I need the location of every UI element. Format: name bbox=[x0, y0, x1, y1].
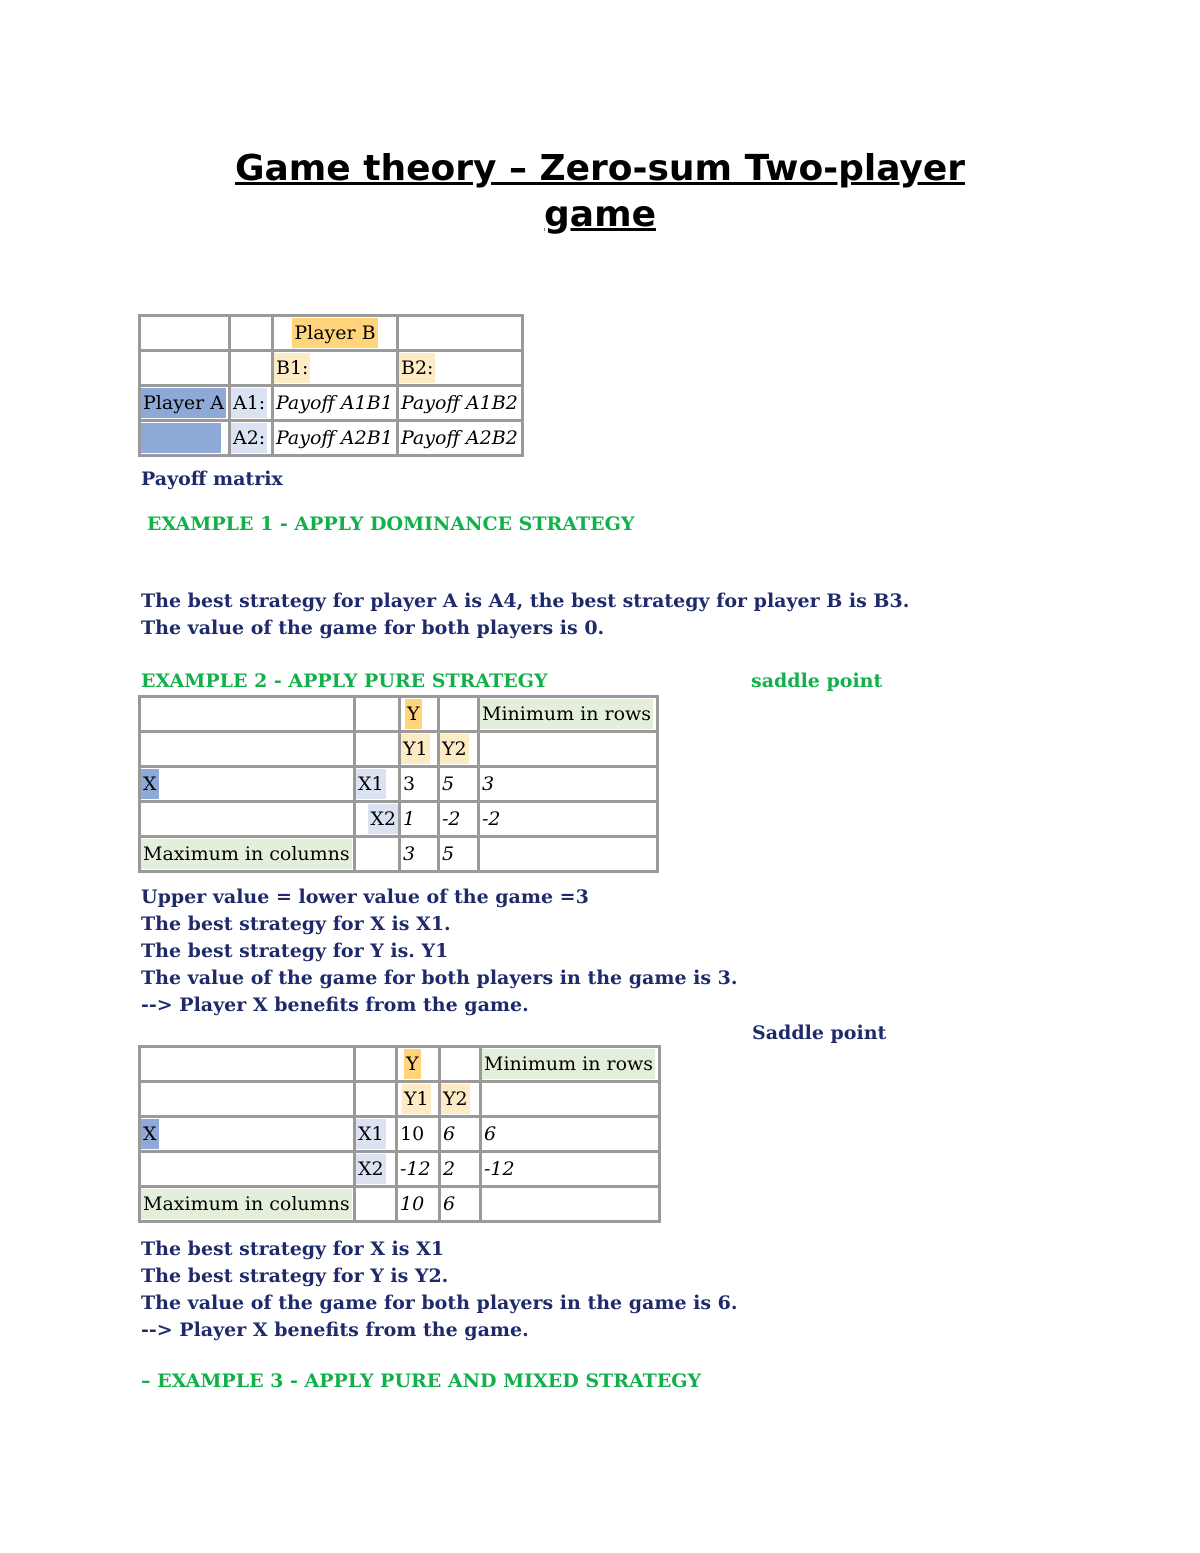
y1-header: Y1 bbox=[397, 1082, 440, 1117]
min-rows-header: Minimum in rows bbox=[479, 697, 658, 732]
cell-empty bbox=[355, 837, 400, 872]
example-2-explanation-1 bbox=[141, 884, 738, 1019]
title-line-2: game bbox=[544, 194, 656, 235]
x2-y2-cell: -2 bbox=[439, 802, 479, 837]
cell-empty bbox=[479, 837, 658, 872]
y-header: Y bbox=[400, 697, 439, 732]
cell-empty bbox=[439, 697, 479, 732]
example-1-heading: EXAMPLE 1 - APPLY DOMINANCE STRATEGY bbox=[147, 513, 635, 535]
max-y1-cell: 10 bbox=[397, 1187, 440, 1222]
cell-empty bbox=[355, 697, 400, 732]
x-header: X bbox=[140, 767, 355, 802]
document-title bbox=[0, 146, 1200, 238]
x2-header: X2 bbox=[355, 1152, 397, 1187]
player-a-spacer bbox=[140, 421, 230, 456]
max-y1-cell: 3 bbox=[400, 837, 439, 872]
x2-header: X2 bbox=[355, 802, 400, 837]
cell-empty bbox=[140, 1082, 355, 1117]
explanation-line: The best strategy for Y is. Y1 bbox=[141, 940, 449, 962]
min-rows-header: Minimum in rows bbox=[481, 1047, 660, 1082]
example-1-line-1: The best strategy for player A is A4, the best strategy for player B is B3. bbox=[141, 590, 910, 612]
x2-y1-cell: 1 bbox=[400, 802, 439, 837]
saddle-point-label: saddle point bbox=[751, 670, 883, 692]
y2-header: Y2 bbox=[439, 732, 479, 767]
example-3-heading: – EXAMPLE 3 - APPLY PURE AND MIXED STRATEGY bbox=[141, 1370, 702, 1392]
explanation-line: The value of the game for both players in the game is 6. bbox=[141, 1292, 738, 1314]
max-y2-cell: 5 bbox=[439, 837, 479, 872]
max-cols-header: Maximum in columns bbox=[140, 1187, 355, 1222]
cell-empty bbox=[140, 1152, 355, 1187]
payoff-a2b2: Payoff A2B2 bbox=[398, 421, 523, 456]
example-2-table-2 bbox=[138, 1045, 661, 1223]
y2-header: Y2 bbox=[440, 1082, 481, 1117]
cell-empty bbox=[355, 732, 400, 767]
cell-empty bbox=[398, 316, 523, 351]
cell-empty bbox=[355, 1082, 397, 1117]
payoff-a1b2: Payoff A1B2 bbox=[398, 386, 523, 421]
payoff-a2b1: Payoff A2B1 bbox=[273, 421, 398, 456]
payoff-matrix-caption: Payoff matrix bbox=[141, 468, 283, 490]
cell-empty bbox=[440, 1047, 481, 1082]
payoff-matrix-table bbox=[138, 314, 524, 457]
cell-empty bbox=[230, 351, 273, 386]
explanation-line: Upper value = lower value of the game =3 bbox=[141, 886, 589, 908]
x1-header: X1 bbox=[355, 767, 400, 802]
cell-empty bbox=[140, 697, 355, 732]
example-1-line-2: The value of the game for both players is 0. bbox=[141, 617, 605, 639]
cell-empty bbox=[355, 1187, 397, 1222]
x2-min-cell: -2 bbox=[479, 802, 658, 837]
y-header: Y bbox=[397, 1047, 440, 1082]
player-b-header: Player B bbox=[273, 316, 398, 351]
x1-min-cell: 3 bbox=[479, 767, 658, 802]
cell-empty bbox=[140, 1047, 355, 1082]
y1-header: Y1 bbox=[400, 732, 439, 767]
x2-y1-cell: -12 bbox=[397, 1152, 440, 1187]
cell-empty bbox=[140, 316, 230, 351]
cell-empty bbox=[140, 802, 355, 837]
example-2-explanation-2 bbox=[141, 1236, 738, 1344]
explanation-line: The best strategy for Y is Y2. bbox=[141, 1265, 449, 1287]
cell-empty bbox=[140, 351, 230, 386]
cell-empty bbox=[355, 1047, 397, 1082]
player-a-header: Player A bbox=[140, 386, 230, 421]
example-2-heading: EXAMPLE 2 - APPLY PURE STRATEGY bbox=[141, 670, 548, 692]
payoff-a1b1: Payoff A1B1 bbox=[273, 386, 398, 421]
explanation-line: The value of the game for both players in the game is 3. bbox=[141, 967, 738, 989]
cell-empty bbox=[479, 732, 658, 767]
cell-empty bbox=[481, 1082, 660, 1117]
x1-y2-cell: 6 bbox=[440, 1117, 481, 1152]
x1-header: X1 bbox=[355, 1117, 397, 1152]
a1-header: A1: bbox=[230, 386, 273, 421]
x1-y1-cell: 3 bbox=[400, 767, 439, 802]
x1-min-cell: 6 bbox=[481, 1117, 660, 1152]
x2-min-cell: -12 bbox=[481, 1152, 660, 1187]
x1-y1-cell: 10 bbox=[397, 1117, 440, 1152]
x1-y2-cell: 5 bbox=[439, 767, 479, 802]
example-2-table-1 bbox=[138, 695, 659, 873]
x-header: X bbox=[140, 1117, 355, 1152]
b1-header: B1: bbox=[273, 351, 398, 386]
saddle-point-label-2: Saddle point bbox=[752, 1022, 887, 1044]
cell-empty bbox=[230, 316, 273, 351]
max-cols-header: Maximum in columns bbox=[140, 837, 355, 872]
a2-header: A2: bbox=[230, 421, 273, 456]
explanation-line: The best strategy for X is X1 bbox=[141, 1238, 445, 1260]
cell-empty bbox=[140, 732, 355, 767]
max-y2-cell: 6 bbox=[440, 1187, 481, 1222]
b2-header: B2: bbox=[398, 351, 523, 386]
explanation-line: --> Player X benefits from the game. bbox=[141, 994, 529, 1016]
x2-y2-cell: 2 bbox=[440, 1152, 481, 1187]
cell-empty bbox=[481, 1187, 660, 1222]
explanation-line: --> Player X benefits from the game. bbox=[141, 1319, 529, 1341]
explanation-line: The best strategy for X is X1. bbox=[141, 913, 451, 935]
title-line-1: Game theory – Zero-sum Two-player bbox=[234, 148, 966, 189]
